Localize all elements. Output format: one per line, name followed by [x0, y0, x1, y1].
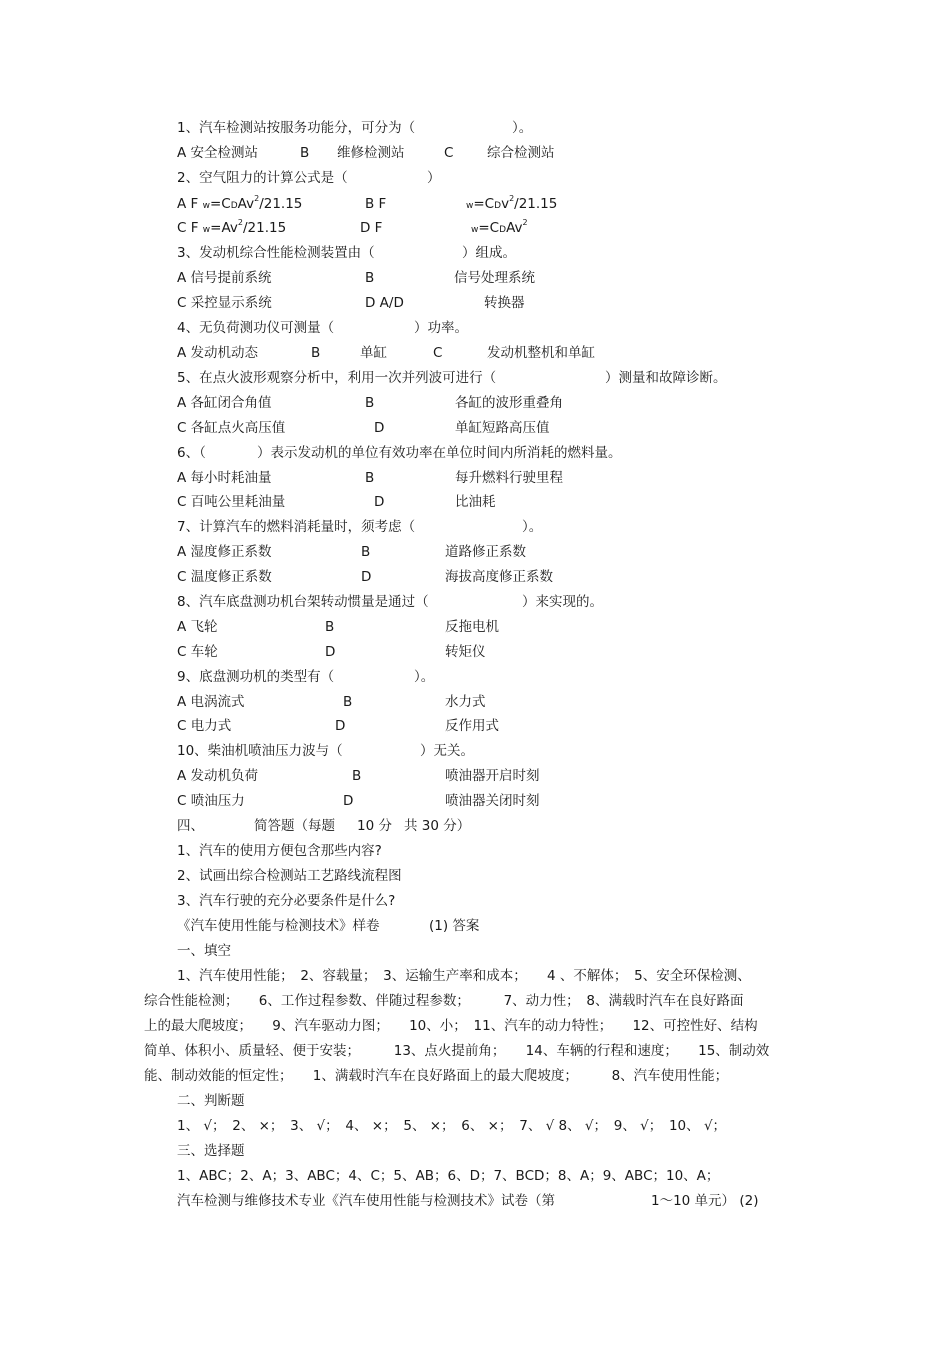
question-2-options-cd — [177, 220, 897, 236]
section-title: 简答题（每题 — [254, 818, 335, 834]
question-stem: 6、（ — [177, 445, 206, 461]
option-d-label: D — [343, 793, 354, 809]
judge-answers: 1、 √； 2、 ×； 3、 √； 4、 ×； 5、 ×； 6、 ×； 7、 √ 8、 √； 9、 √； 10、 √； — [177, 1118, 727, 1134]
fill-answers-line: 能、制动效能的恒定性； 1、满载时汽车在良好路面上的最大爬坡度； 8、汽车使用性能； — [144, 1068, 729, 1084]
option-b-label: B — [300, 145, 310, 161]
option-b-label: B — [365, 470, 375, 486]
option-c: C 喷油压力 — [177, 793, 245, 809]
option-c: 发动机整机和单缸 — [487, 345, 595, 361]
choice-heading: 三、选择题 — [177, 1143, 245, 1159]
option-b-label: B — [365, 395, 375, 411]
option-c: C 百吨公里耗油量 — [177, 494, 286, 510]
question-5-options-ab — [177, 395, 897, 411]
fill-answers-line: 综合性能检测； 6、工作过程参数、伴随过程参数； 7、动力性； 8、满载时汽车在良好路面 — [144, 993, 744, 1009]
question-stem: 10、柴油机喷油压力波与（ — [177, 743, 343, 759]
question-6-options-ab — [177, 470, 897, 486]
question-10-options-cd — [177, 793, 897, 809]
question-10 — [177, 743, 897, 759]
question-stem-end: ）。 — [512, 120, 533, 136]
question-stem-end: ）。 — [522, 519, 543, 535]
option-a: A 各缸闭合角值 — [177, 395, 272, 411]
formula-c: C F $w=Av^2/21.15$ — [177, 218, 287, 236]
fill-answers-line: 简单、体积小、质量轻、便于安装； 13、点火提前角； 14、车辆的行程和速度； 15、制动效 — [144, 1043, 770, 1059]
fill-heading: 一、填空 — [177, 943, 231, 959]
section-number: 四、 — [177, 818, 204, 834]
option-b: 每升燃料行驶里程 — [455, 470, 563, 486]
option-c: 综合检测站 — [487, 145, 555, 161]
question-9-options-ab — [177, 694, 897, 710]
question-stem-end: ）表示发动机的单位有效功率在单位时间内所消耗的燃料量。 — [257, 445, 622, 461]
question-stem: 9、底盘测功机的类型有（ — [177, 669, 335, 685]
option-c: C 温度修正系数 — [177, 569, 272, 585]
option-d: 转矩仪 — [445, 644, 486, 660]
option-d: 比油耗 — [455, 494, 496, 510]
option-a: A 安全检测站 — [177, 145, 259, 161]
option-b: 喷油器开启时刻 — [445, 768, 540, 784]
option-a: A 湿度修正系数 — [177, 544, 272, 560]
option-b: 各缸的波形重叠角 — [455, 395, 563, 411]
option-b: 单缸 — [360, 345, 387, 361]
option-d-label: D A/D — [365, 295, 404, 311]
question-2 — [177, 170, 897, 186]
formula-b-label: B F — [365, 196, 387, 212]
option-d: 喷油器关闭时刻 — [445, 793, 540, 809]
question-4-options — [177, 345, 897, 361]
option-a: A 每小时耗油量 — [177, 470, 272, 486]
choice-answers: 1、ABC；2、A；3、ABC；4、C；5、AB；6、D；7、BCD；8、A；9、ABC；10、A； — [177, 1168, 720, 1184]
question-7-options-cd — [177, 569, 897, 585]
answer-key-title-suffix: (1) 答案 — [429, 918, 480, 934]
option-d-label: D — [374, 494, 385, 510]
fill-answers-line: 1、汽车使用性能； 2、容载量； 3、运输生产率和成本； 4 、不解体； 5、安全环保检测、 — [177, 968, 751, 984]
question-3-options-cd — [177, 295, 897, 311]
option-b-label: B — [365, 270, 375, 286]
option-b-label: B — [352, 768, 362, 784]
option-d-label: D — [335, 718, 346, 734]
short-answer-3: 3、汽车行驶的充分必要条件是什么? — [177, 893, 396, 909]
question-stem: 4、无负荷测功仪可测量（ — [177, 320, 335, 336]
option-d: 反作用式 — [445, 718, 499, 734]
option-b-label: B — [343, 694, 353, 710]
question-stem-end: ）无关。 — [420, 743, 474, 759]
judge-heading: 二、判断题 — [177, 1093, 245, 1109]
question-stem: 8、汽车底盘测功机台架转动惯量是通过（ — [177, 594, 429, 610]
question-7-options-ab — [177, 544, 897, 560]
formula-b: w=CDv$^2$/21.15 — [466, 194, 558, 212]
question-3-options-ab — [177, 270, 897, 286]
next-paper-title-main: 汽车检测与维修技术专业《汽车使用性能与检测技术》试卷（第 — [177, 1193, 555, 1209]
question-7 — [177, 519, 897, 535]
question-4 — [177, 320, 897, 336]
formula-a: A F w=CDAv$^2$/21.15 — [177, 194, 303, 212]
question-8-options-cd — [177, 644, 897, 660]
question-5-options-cd — [177, 420, 897, 436]
question-stem-end: ）组成。 — [462, 245, 516, 261]
question-stem: 1、汽车检测站按服务功能分，可分为（ — [177, 120, 416, 136]
short-answer-1: 1、汽车的使用方便包含那些内容? — [177, 843, 382, 859]
question-stem-end: ）来实现的。 — [522, 594, 603, 610]
option-b: 反拖电机 — [445, 619, 499, 635]
question-3 — [177, 245, 897, 261]
option-c-label: C — [433, 345, 443, 361]
option-b: 维修检测站 — [337, 145, 405, 161]
formula-d: w=CDAv$^2$ — [471, 218, 528, 236]
question-stem: 5、在点火波形观察分析中，利用一次并列波可进行（ — [177, 370, 497, 386]
formula-d-label: D F — [360, 220, 383, 236]
option-b: 信号处理系统 — [454, 270, 535, 286]
option-c: C 车轮 — [177, 644, 218, 660]
short-answer-2: 2、试画出综合检测站工艺路线流程图 — [177, 868, 402, 884]
question-stem: 2、空气阻力的计算公式是（ — [177, 170, 348, 186]
option-a: A 发动机动态 — [177, 345, 259, 361]
option-c: C 采控显示系统 — [177, 295, 272, 311]
section-score: 10 分 — [357, 818, 392, 834]
section-total: 共 30 分） — [404, 818, 471, 834]
answer-key-title-main: 《汽车使用性能与检测技术》样卷 — [177, 918, 380, 934]
question-6 — [177, 445, 897, 461]
option-a: A 电涡流式 — [177, 694, 245, 710]
question-stem-end: ）测量和故障诊断。 — [605, 370, 727, 386]
option-d: 海拔高度修正系数 — [445, 569, 553, 585]
question-9 — [177, 669, 897, 685]
option-b-label: B — [325, 619, 335, 635]
question-2-options-ab — [177, 196, 897, 212]
option-d-label: D — [361, 569, 372, 585]
option-b: 水力式 — [445, 694, 486, 710]
option-d: 转换器 — [484, 295, 525, 311]
question-1 — [177, 120, 897, 136]
question-stem-end: ） — [427, 170, 441, 186]
question-6-options-cd — [177, 494, 897, 510]
question-5 — [177, 370, 897, 386]
option-d-label: D — [325, 644, 336, 660]
option-c-label: C — [444, 145, 454, 161]
option-c: C 电力式 — [177, 718, 232, 734]
option-b-label: B — [311, 345, 321, 361]
fill-answers-line: 上的最大爬坡度； 9、汽车驱动力图； 10、小； 11、汽车的动力特性； 12、可控性好、结构 — [144, 1018, 758, 1034]
question-1-options — [177, 145, 897, 161]
option-d: 单缸短路高压值 — [455, 420, 550, 436]
question-10-options-ab — [177, 768, 897, 784]
question-9-options-cd — [177, 718, 897, 734]
question-stem-end: ）功率。 — [414, 320, 468, 336]
answer-key-title — [177, 918, 897, 934]
option-a: A 发动机负荷 — [177, 768, 259, 784]
next-paper-title-suffix: 1～10 单元） (2) — [651, 1193, 759, 1209]
question-stem: 3、发动机综合性能检测装置由（ — [177, 245, 375, 261]
option-b: 道路修正系数 — [445, 544, 526, 560]
next-paper-title — [177, 1193, 897, 1209]
question-stem-end: ）。 — [414, 669, 435, 685]
question-8-options-ab — [177, 619, 897, 635]
section-4-heading — [177, 818, 897, 834]
option-d-label: D — [374, 420, 385, 436]
option-a: A 飞轮 — [177, 619, 218, 635]
option-c: C 各缸点火高压值 — [177, 420, 286, 436]
question-8 — [177, 594, 897, 610]
question-stem: 7、计算汽车的燃料消耗量时，须考虑（ — [177, 519, 416, 535]
option-b-label: B — [361, 544, 371, 560]
option-a: A 信号提前系统 — [177, 270, 272, 286]
